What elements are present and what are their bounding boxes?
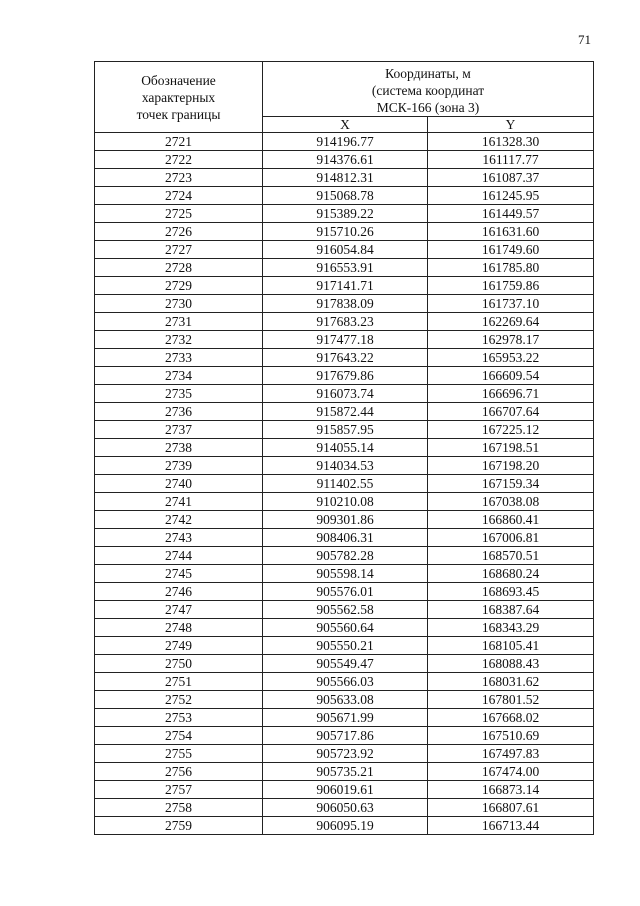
table-row [95,277,594,295]
point-id-cell: 2759 [95,817,263,835]
x-coordinate-cell: 917643.22 [263,349,428,367]
table-row [95,673,594,691]
x-coordinate-cell: 914034.53 [263,457,428,475]
point-id-cell: 2729 [95,277,263,295]
y-coordinate-cell: 161759.86 [428,277,594,295]
x-coordinate-cell: 905782.28 [263,547,428,565]
y-coordinate-cell: 165953.22 [428,349,594,367]
y-coordinate-cell: 168105.41 [428,637,594,655]
point-id-cell: 2752 [95,691,263,709]
x-coordinate-cell: 915710.26 [263,223,428,241]
x-coordinate-cell: 914196.77 [263,133,428,151]
header-coordinates [263,62,594,117]
y-coordinate-cell: 167159.34 [428,475,594,493]
y-coordinate-cell: 167198.51 [428,439,594,457]
x-coordinate-cell: 905717.86 [263,727,428,745]
y-coordinate-cell: 167038.08 [428,493,594,511]
y-coordinate-cell: 166873.14 [428,781,594,799]
x-coordinate-cell: 905550.21 [263,637,428,655]
table-row [95,187,594,205]
y-coordinate-cell: 161245.95 [428,187,594,205]
x-coordinate-cell: 917838.09 [263,295,428,313]
point-id-cell: 2744 [95,547,263,565]
point-id-cell: 2725 [95,205,263,223]
header-coordinates-line: Координаты, м [385,66,471,81]
y-coordinate-cell: 166713.44 [428,817,594,835]
y-coordinate-cell: 167198.20 [428,457,594,475]
point-id-cell: 2753 [95,709,263,727]
point-id-cell: 2733 [95,349,263,367]
x-coordinate-cell: 917477.18 [263,331,428,349]
y-coordinate-cell: 167801.52 [428,691,594,709]
point-id-cell: 2740 [95,475,263,493]
table-row [95,691,594,709]
point-id-cell: 2757 [95,781,263,799]
y-coordinate-cell: 168680.24 [428,565,594,583]
point-id-cell: 2732 [95,331,263,349]
coordinates-table [94,61,594,835]
header-designation [95,62,263,133]
x-coordinate-cell: 906050.63 [263,799,428,817]
table-row [95,799,594,817]
y-coordinate-cell: 161749.60 [428,241,594,259]
y-coordinate-cell: 161737.10 [428,295,594,313]
y-coordinate-cell: 166696.71 [428,385,594,403]
table-row [95,349,594,367]
table-row [95,457,594,475]
table-body [95,133,594,835]
point-id-cell: 2754 [95,727,263,745]
table-row [95,331,594,349]
table-row [95,367,594,385]
x-coordinate-cell: 916073.74 [263,385,428,403]
point-id-cell: 2746 [95,583,263,601]
x-coordinate-cell: 911402.55 [263,475,428,493]
table-row [95,241,594,259]
table-row [95,151,594,169]
header-designation-line: характерных [141,89,216,105]
table-row [95,637,594,655]
y-coordinate-cell: 168343.29 [428,619,594,637]
point-id-cell: 2751 [95,673,263,691]
x-coordinate-cell: 914812.31 [263,169,428,187]
point-id-cell: 2738 [95,439,263,457]
table-row [95,709,594,727]
header-y: Y [428,117,594,133]
header-coordinates-line: МСК-166 (зона 3) [376,100,480,115]
y-coordinate-cell: 168570.51 [428,547,594,565]
x-coordinate-cell: 905576.01 [263,583,428,601]
point-id-cell: 2739 [95,457,263,475]
x-coordinate-cell: 915872.44 [263,403,428,421]
y-coordinate-cell: 168387.64 [428,601,594,619]
y-coordinate-cell: 161631.60 [428,223,594,241]
x-coordinate-cell: 905560.64 [263,619,428,637]
table-row [95,763,594,781]
y-coordinate-cell: 167668.02 [428,709,594,727]
point-id-cell: 2755 [95,745,263,763]
table-row [95,259,594,277]
table-row [95,511,594,529]
point-id-cell: 2722 [95,151,263,169]
point-id-cell: 2737 [95,421,263,439]
table-row [95,421,594,439]
x-coordinate-cell: 915389.22 [263,205,428,223]
table-row [95,493,594,511]
y-coordinate-cell: 161785.80 [428,259,594,277]
x-coordinate-cell: 905566.03 [263,673,428,691]
x-coordinate-cell: 917679.86 [263,367,428,385]
table-row [95,781,594,799]
y-coordinate-cell: 167006.81 [428,529,594,547]
table-row [95,133,594,151]
point-id-cell: 2735 [95,385,263,403]
point-id-cell: 2724 [95,187,263,205]
x-coordinate-cell: 909301.86 [263,511,428,529]
table-row [95,385,594,403]
table-row [95,619,594,637]
point-id-cell: 2742 [95,511,263,529]
x-coordinate-cell: 916054.84 [263,241,428,259]
point-id-cell: 2743 [95,529,263,547]
point-id-cell: 2731 [95,313,263,331]
point-id-cell: 2750 [95,655,263,673]
y-coordinate-cell: 161087.37 [428,169,594,187]
y-coordinate-cell: 162978.17 [428,331,594,349]
y-coordinate-cell: 166860.41 [428,511,594,529]
x-coordinate-cell: 905735.21 [263,763,428,781]
table-row [95,403,594,421]
point-id-cell: 2758 [95,799,263,817]
x-coordinate-cell: 917141.71 [263,277,428,295]
y-coordinate-cell: 162269.64 [428,313,594,331]
y-coordinate-cell: 166807.61 [428,799,594,817]
point-id-cell: 2723 [95,169,263,187]
table-row [95,169,594,187]
y-coordinate-cell: 167225.12 [428,421,594,439]
y-coordinate-cell: 168088.43 [428,655,594,673]
x-coordinate-cell: 914055.14 [263,439,428,457]
header-x: X [263,117,428,133]
point-id-cell: 2734 [95,367,263,385]
header-designation-line: точек границы [136,106,221,122]
table-row [95,565,594,583]
table-row [95,295,594,313]
x-coordinate-cell: 905671.99 [263,709,428,727]
point-id-cell: 2721 [95,133,263,151]
x-coordinate-cell: 915857.95 [263,421,428,439]
point-id-cell: 2741 [95,493,263,511]
y-coordinate-cell: 168693.45 [428,583,594,601]
x-coordinate-cell: 917683.23 [263,313,428,331]
point-id-cell: 2728 [95,259,263,277]
header-designation-line: Обозначение [141,72,216,88]
table-row [95,475,594,493]
x-coordinate-cell: 910210.08 [263,493,428,511]
point-id-cell: 2756 [95,763,263,781]
table-row [95,529,594,547]
y-coordinate-cell: 166707.64 [428,403,594,421]
x-coordinate-cell: 916553.91 [263,259,428,277]
x-coordinate-cell: 905723.92 [263,745,428,763]
table-row [95,439,594,457]
table-row [95,223,594,241]
y-coordinate-cell: 161328.30 [428,133,594,151]
page-number: 71 [578,32,591,47]
point-id-cell: 2730 [95,295,263,313]
y-coordinate-cell: 167474.00 [428,763,594,781]
point-id-cell: 2749 [95,637,263,655]
table-row [95,547,594,565]
table-row [95,583,594,601]
x-coordinate-cell: 914376.61 [263,151,428,169]
y-coordinate-cell: 161449.57 [428,205,594,223]
x-coordinate-cell: 905633.08 [263,691,428,709]
point-id-cell: 2748 [95,619,263,637]
y-coordinate-cell: 166609.54 [428,367,594,385]
y-coordinate-cell: 161117.77 [428,151,594,169]
x-coordinate-cell: 905549.47 [263,655,428,673]
point-id-cell: 2727 [95,241,263,259]
point-id-cell: 2736 [95,403,263,421]
y-coordinate-cell: 167510.69 [428,727,594,745]
x-coordinate-cell: 906019.61 [263,781,428,799]
x-coordinate-cell: 905598.14 [263,565,428,583]
table-row [95,601,594,619]
table-row [95,655,594,673]
x-coordinate-cell: 915068.78 [263,187,428,205]
x-coordinate-cell: 908406.31 [263,529,428,547]
table-row [95,745,594,763]
table-row [95,313,594,331]
point-id-cell: 2745 [95,565,263,583]
table-row [95,205,594,223]
x-coordinate-cell: 905562.58 [263,601,428,619]
table-row [95,817,594,835]
header-coordinates-line: (система координат [371,83,485,98]
y-coordinate-cell: 168031.62 [428,673,594,691]
point-id-cell: 2726 [95,223,263,241]
point-id-cell: 2747 [95,601,263,619]
table-row [95,727,594,745]
x-coordinate-cell: 906095.19 [263,817,428,835]
y-coordinate-cell: 167497.83 [428,745,594,763]
